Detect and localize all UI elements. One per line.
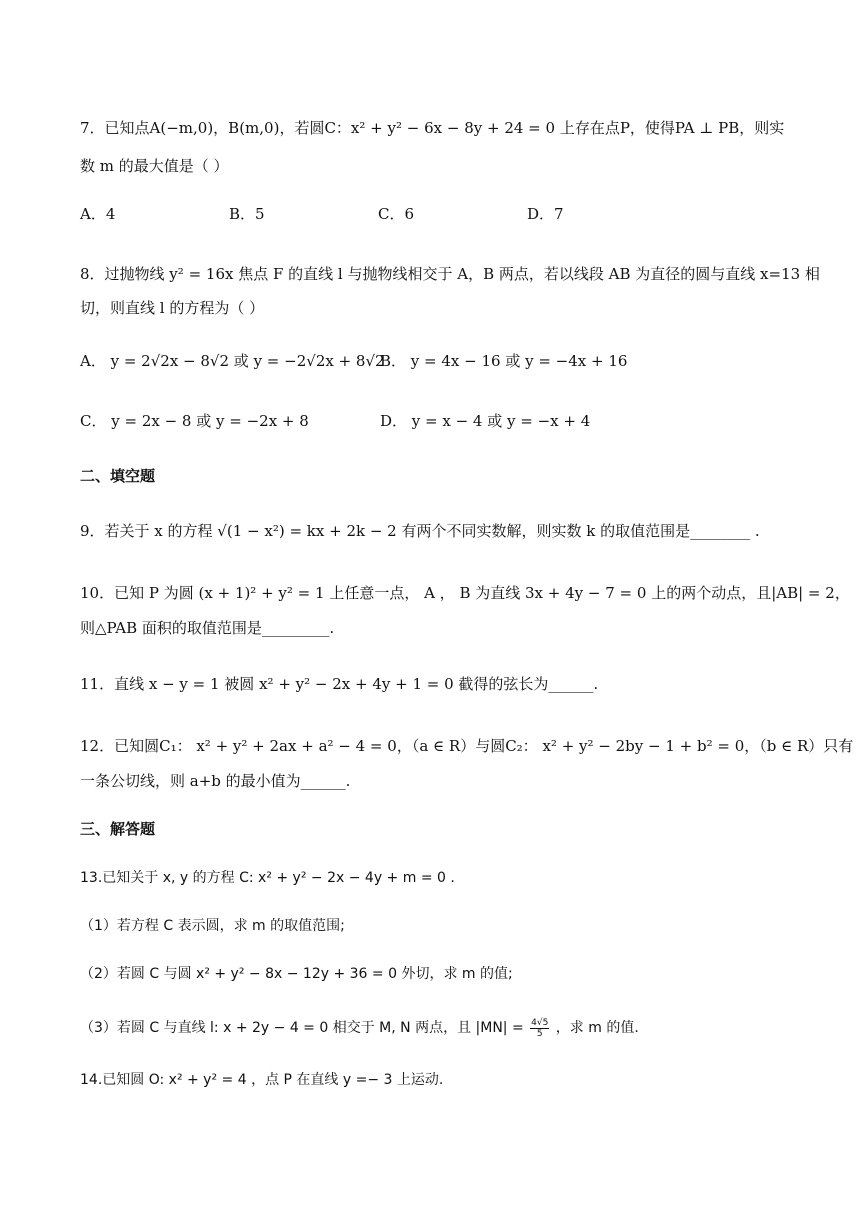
- q8-choice-a: A． y = 2√2x − 8√2 或 y = −2√2x + 8√2: [80, 352, 385, 370]
- q7-line2: 数 m 的最大值是（ ）: [80, 157, 229, 175]
- q13-stem: 13.已知关于 x, y 的方程 C: x² + y² − 2x − 4y + m = 0 .: [80, 870, 455, 886]
- q8-choice-d: D． y = x − 4 或 y = −x + 4: [380, 412, 591, 430]
- q11-text: 11．直线 x − y = 1 被圆 x² + y² − 2x + 4y + 1 = 0 截得的弦长为______.: [80, 675, 599, 693]
- q13-part3-after: ，求 m 的值.: [555, 1020, 639, 1036]
- q12-line1: 12．已知圆C₁： x² + y² + 2ax + a² − 4 = 0，（a ∈ R）与圆C₂： x² + y² − 2by − 1 + b² = 0，（b ∈ R）只有: [80, 737, 854, 755]
- q13-part1: （1）若方程 C 表示圆，求 m 的取值范围;: [80, 918, 345, 934]
- q7-choice-d: D．7: [527, 205, 564, 223]
- q9-text: 9．若关于 x 的方程 √(1 − x²) = kx + 2k − 2 有两个不同实数解，则实数 k 的取值范围是________ .: [80, 522, 760, 540]
- q14-text: 14.已知圆 O: x² + y² = 4 ，点 P 在直线 y =− 3 上运动.: [80, 1072, 444, 1088]
- fraction-numerator: 4√5: [531, 1017, 549, 1028]
- q8-choice-b: B． y = 4x − 16 或 y = −4x + 16: [380, 352, 628, 370]
- q8-line1: 8．过抛物线 y² = 16x 焦点 F 的直线 l 与抛物线相交于 A，B 两点，若以线段 AB 为直径的圆与直线 x=13 相: [80, 265, 820, 283]
- q10-line1: 10．已知 P 为圆 (x + 1)² + y² = 1 上任意一点， A ， B 为直线 3x + 4y − 7 = 0 上的两个动点，且|AB| = 2，: [80, 584, 850, 602]
- q10-line2: 则△PAB 面积的取值范围是_________.: [80, 619, 335, 637]
- q8-line2: 切，则直线 l 的方程为（ ）: [80, 299, 265, 317]
- q7-choice-c: C．6: [378, 205, 415, 223]
- section-answer-title: 三、解答题: [80, 820, 156, 838]
- q7-line1: 7．已知点A(−m,0)，B(m,0)，若圆C：x² + y² − 6x − 8y + 24 = 0 上存在点P，使得PA ⊥ PB，则实: [80, 119, 785, 137]
- q13-part3: [80, 1017, 639, 1039]
- q12-line2: 一条公切线，则 a+b 的最小值为______.: [80, 772, 351, 790]
- q7-choice-b: B．5: [229, 205, 265, 223]
- section-fill-in-title: 二、填空题: [80, 467, 156, 485]
- mn-length-fraction: [530, 1018, 549, 1039]
- fraction-denominator: 5: [536, 1028, 543, 1039]
- q8-choice-c: C． y = 2x − 8 或 y = −2x + 8: [80, 412, 309, 430]
- q13-part3-before: （3）若圆 C 与直线 l: x + 2y − 4 = 0 相交于 M, N 两点，且 |MN| =: [80, 1020, 524, 1036]
- q7-choice-a: A．4: [80, 205, 116, 223]
- q13-part2: （2）若圆 C 与圆 x² + y² − 8x − 12y + 36 = 0 外切，求 m 的值;: [80, 966, 513, 982]
